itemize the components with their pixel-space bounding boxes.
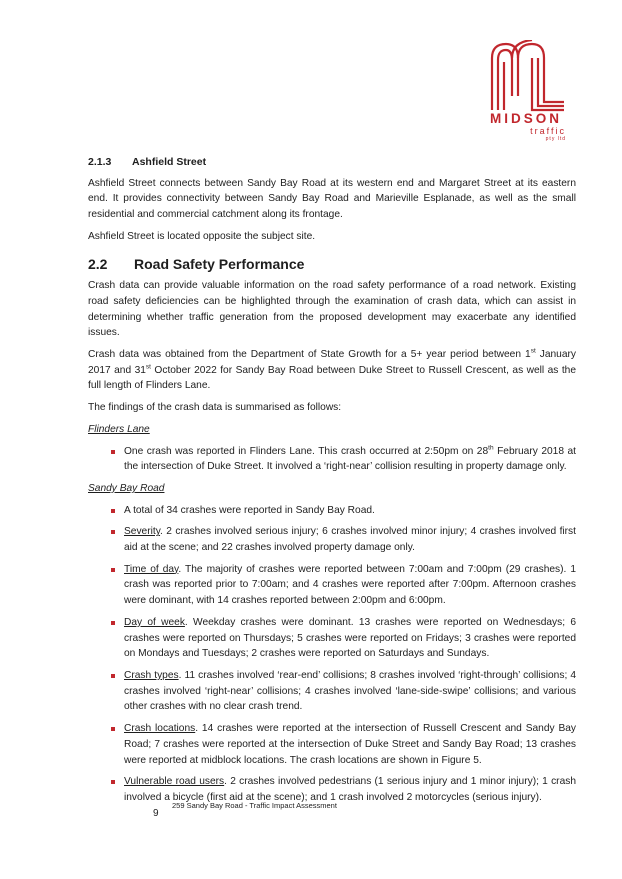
- section-number: 2.1.3: [88, 156, 112, 168]
- section-number: 2.2: [88, 255, 108, 272]
- paragraph: Ashfield Street connects between Sandy Bay Road at its western end and Margaret Street at its eastern end. It provides connectivity between Sandy Bay Road and Marieville Esplanade, as well as the small residential and commercial catchment along its frontage.: [88, 177, 576, 221]
- paragraph: Crash data can provide valuable information on the road safety performance of a road network. Existing road safety deficiencies can be highlighted through the examination of crash data, which can assist in determining whether traffic generation from the proposed development may exacerbate any identified issues.: [88, 280, 576, 339]
- logo-text: [480, 112, 572, 142]
- list-item: Severity. 2 crashes involved serious injury; 6 crashes involved minor injury; 4 crashes involved first aid at the scene; and 22 crashes involved property damage only.: [88, 524, 576, 555]
- document-body: [88, 155, 576, 812]
- logo-pty: pty ltd: [545, 136, 566, 142]
- logo-name: MIDSON: [490, 111, 562, 126]
- section-heading-2-1-3: [88, 155, 576, 171]
- list-item: Crash locations. 14 crashes were reported at the intersection of Russell Crescent and Sandy Bay Road; 7 crashes were reported at the intersection of Duke Street and Sandy Bay Road; 13 crashes were reported at midblock locations. The crash locations are shown in Figure 5.: [88, 721, 576, 768]
- section-title: Ashfield Street: [132, 156, 207, 168]
- bullet-icon: [111, 674, 115, 678]
- bullet-icon: [111, 509, 115, 513]
- section-heading-2-2: [88, 257, 576, 273]
- list-item: A total of 34 crashes were reported in Sandy Bay Road.: [88, 503, 576, 519]
- paragraph: The findings of the crash data is summarised as follows:: [88, 402, 342, 414]
- subheading-sandy-bay-road: Sandy Bay Road: [88, 482, 165, 494]
- subheading-flinders-lane: Flinders Lane: [88, 423, 150, 435]
- list-item: Crash types. 11 crashes involved ‘rear-end’ collisions; 8 crashes involved ‘right-through’ collisions; 4 crashes involved ‘right-near’ collisions; 4 crashes involved ‘lane-side-swipe’ collisions; and various other crashes with no clear crash trend.: [88, 668, 576, 715]
- page-number: 9: [153, 808, 159, 819]
- list-item: Vulnerable road users. 2 crashes involved pedestrians (1 serious injury and 1 minor injury); 1 crash involved a bicycle (first aid at the scene); and 1 crash involved 2 motorcycles (serious injury).: [88, 774, 576, 805]
- bullet-icon: [111, 450, 115, 454]
- bullet-icon: [111, 530, 115, 534]
- footer-title: 259 Sandy Bay Road - Traffic Impact Assessment: [172, 801, 337, 810]
- bullet-icon: [111, 568, 115, 572]
- bullet-icon: [111, 727, 115, 731]
- list-item: One crash was reported in Flinders Lane. This crash occurred at 2:50pm on 28th February 2018 at the intersection of Duke Street. It involved a ‘right-near’ collision resulting in property damage only.: [88, 444, 576, 475]
- list-item: Time of day. The majority of crashes were reported between 7:00am and 7:00pm (29 crashes). 1 crash was reported prior to 7:00am; and 4 crashes were reported after 7:00pm. Afternoon crashes were dominant, with 14 crashes reported between 2:00pm and 6:00pm.: [88, 562, 576, 609]
- bullet-icon: [111, 621, 115, 625]
- list-item: Day of week. Weekday crashes were dominant. 13 crashes were reported on Wednesdays; 6 crashes were reported on Thursdays; 5 crashes were reported on Fridays; 3 crashes were reported on Mondays and Tuesdays; 2 crashes were reported on Saturdays and Sundays.: [88, 615, 576, 662]
- section-title: Road Safety Performance: [134, 255, 305, 272]
- paragraph: Crash data was obtained from the Department of State Growth for a 5+ year period between 1st January 2017 and 31st October 2022 for Sandy Bay Road between Duke Street to Russell Crescent, as well as the full length of Flinders Lane.: [88, 347, 577, 392]
- bullet-list: [88, 503, 576, 806]
- paragraph: Ashfield Street is located opposite the subject site.: [88, 230, 316, 242]
- bullet-icon: [111, 780, 115, 784]
- bullet-list: [88, 444, 576, 475]
- logo-sub: traffic: [530, 126, 566, 136]
